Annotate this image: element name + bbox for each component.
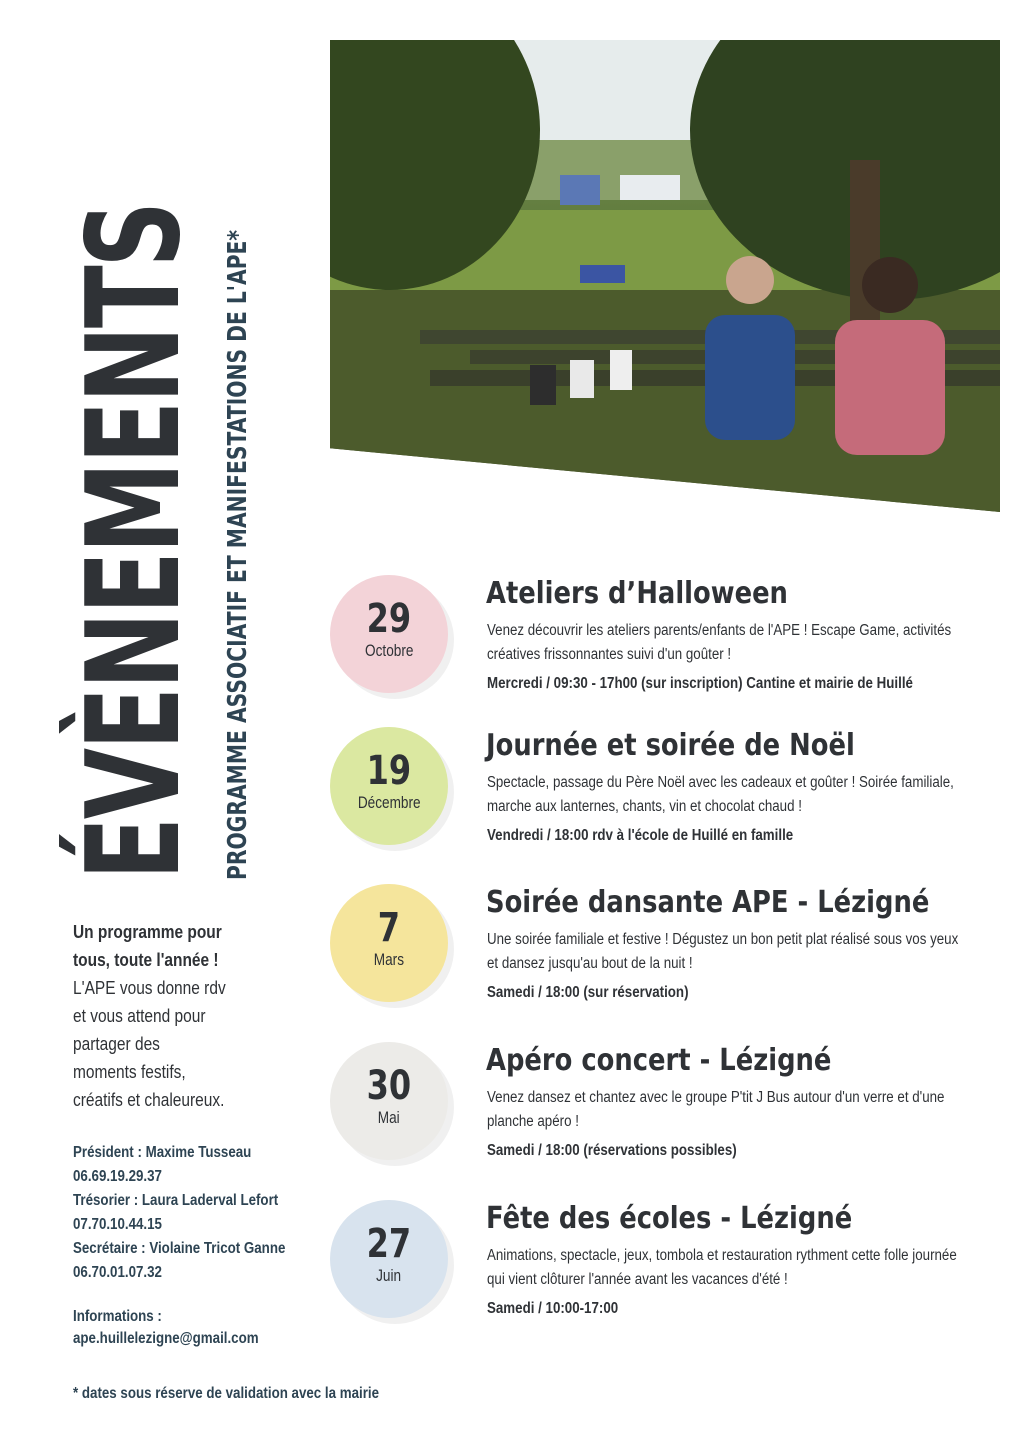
date-badge — [330, 575, 448, 693]
date-month: Décembre — [357, 793, 421, 812]
treasurer-phone: 07.70.10.44.15 — [73, 1216, 162, 1233]
date-badge — [330, 1042, 448, 1160]
date-month: Mai — [378, 1108, 400, 1127]
event-description: Venez découvrir les ateliers parents/enfants de l'APE ! Escape Game, activités créatives frissonnantes suivi d'un goûter ! — [487, 622, 952, 663]
info-block — [73, 1306, 314, 1350]
president-phone: 06.69.19.29.37 — [73, 1168, 162, 1185]
event-title: Apéro concert - Lézigné — [486, 1043, 832, 1078]
event-description: Spectacle, passage du Père Noël avec les cadeaux et goûter ! Soirée familiale, marche aux lanternes, chants, vin et chocolat chaud ! — [487, 774, 954, 815]
event-description: Une soirée familiale et festive ! Dégustez un bon petit plat réalisé sous vos yeux et dansez jusqu'au bout de la nuit ! — [487, 931, 959, 972]
treasurer-name: Trésorier : Laura Laderval Lefort — [73, 1192, 279, 1209]
date-month: Mars — [373, 950, 405, 969]
event-soiree-dansante — [330, 884, 990, 1014]
info-email: ape.huillelezigne@gmail.com — [73, 1330, 259, 1347]
date-day: 30 — [366, 1063, 412, 1109]
date-day: 29 — [366, 596, 412, 642]
park-scene-illustration — [330, 40, 1000, 512]
hero-photo — [330, 40, 1000, 512]
event-schedule: Vendredi / 18:00 rdv à l'école de Huillé en famille — [487, 827, 794, 844]
event-description: Venez dansez et chantez avec le groupe P'tit J Bus autour d'un verre et d'une planche apéro ! — [487, 1089, 945, 1130]
event-title: Ateliers d’Halloween — [486, 576, 788, 611]
contacts-block — [73, 1141, 297, 1285]
president-name: Président : Maxime Tusseau — [73, 1144, 252, 1161]
intro-body-line3: partager des — [73, 1034, 160, 1054]
event-halloween — [330, 575, 990, 705]
event-schedule: Samedi / 10:00-17:00 — [487, 1300, 619, 1317]
intro-body-line2: et vous attend pour — [73, 1006, 206, 1026]
event-title: Soirée dansante APE - Lézigné — [486, 885, 930, 920]
event-apero-concert — [330, 1042, 990, 1172]
footnote: * dates sous réserve de validation avec la mairie — [73, 1385, 380, 1402]
intro-text — [73, 918, 271, 1114]
page-subtitle: PROGRAMME ASSOCIATIF ET MANIFESTATIONS DE L'APE* — [223, 229, 253, 880]
event-description: Animations, spectacle, jeux, tombola et restauration rythment cette folle journée qui vient clôturer l'année avant les vacances d'été ! — [487, 1247, 957, 1288]
event-noel — [330, 727, 990, 857]
date-badge — [330, 727, 448, 845]
date-day: 27 — [366, 1221, 412, 1267]
intro-headline-line1: Un programme pour — [73, 922, 222, 942]
intro-body-line5: créatifs et chaleureux. — [73, 1090, 225, 1110]
info-label: Informations : — [73, 1308, 162, 1325]
event-title: Journée et soirée de Noël — [486, 728, 855, 763]
intro-headline-line2: tous, toute l'année ! — [73, 950, 219, 970]
secretary-name: Secrétaire : Violaine Tricot Ganne — [73, 1240, 286, 1257]
page-title: ÉVÈNEMENTS — [60, 203, 209, 880]
intro-body-line1: L'APE vous donne rdv — [73, 978, 226, 998]
date-badge — [330, 884, 448, 1002]
secretary-phone: 06.70.01.07.32 — [73, 1264, 162, 1281]
date-badge — [330, 1200, 448, 1318]
date-day: 19 — [366, 748, 412, 794]
event-schedule: Samedi / 18:00 (sur réservation) — [487, 984, 689, 1001]
intro-body-line4: moments festifs, — [73, 1062, 186, 1082]
event-title: Fête des écoles - Lézigné — [486, 1201, 853, 1236]
event-fete-ecoles — [330, 1200, 990, 1330]
date-month: Octobre — [364, 641, 414, 660]
date-day: 7 — [377, 905, 401, 951]
event-schedule: Mercredi / 09:30 - 17h00 (sur inscription) Cantine et mairie de Huillé — [487, 675, 913, 692]
event-schedule: Samedi / 18:00 (réservations possibles) — [487, 1142, 737, 1159]
date-month: Juin — [376, 1266, 402, 1285]
